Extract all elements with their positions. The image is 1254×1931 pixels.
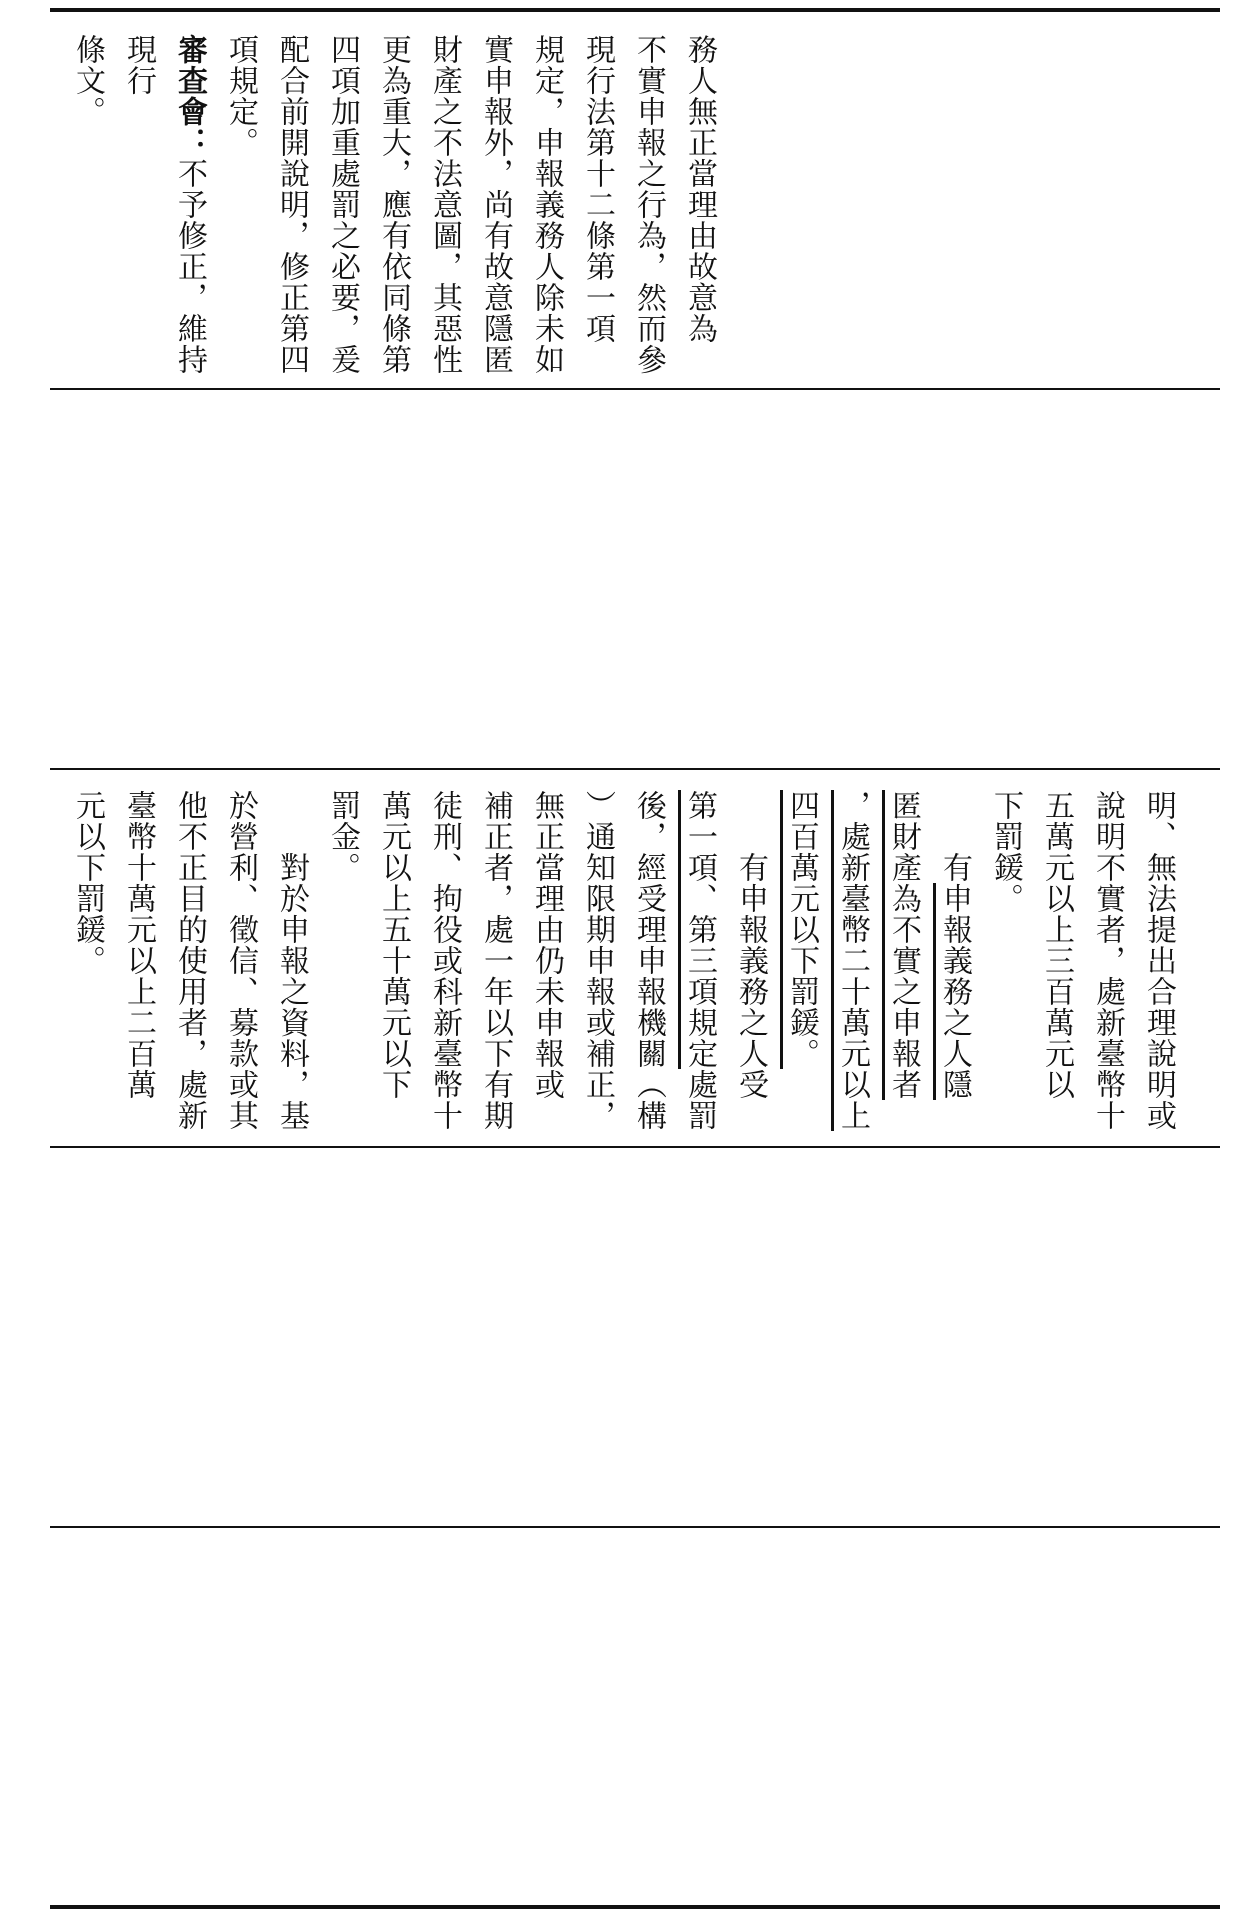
text-line: 萬元以上五十萬元以下 [376, 790, 411, 1100]
paragraph-text: 有申報義務之人受 [733, 852, 768, 1100]
text-line: 徒刑、拘役或科新臺幣十 [427, 790, 462, 1131]
text-line: 五萬元以上三百萬元以 [1039, 790, 1074, 1100]
text-line: 臺幣十萬元以上二百萬 [121, 790, 156, 1100]
text-line [266, 790, 317, 1142]
text-line: 配合前開說明，修正第四 [274, 34, 309, 375]
paragraph-lead: 有 [937, 852, 972, 883]
paragraph-text: 處罰 [682, 1069, 717, 1131]
text-line: 無正當理由仍未申報或 [529, 790, 564, 1100]
text-line: 後，經受理申報機關（構 [631, 790, 666, 1131]
text-line: 實申報外，尚有故意隱匿 [478, 34, 513, 375]
text-line: 務人無正當理由故意為 [682, 34, 717, 344]
row-divider-3 [50, 1146, 1220, 1148]
review-line [113, 34, 215, 384]
amended-line: 四百萬元以下罰鍰。 [784, 790, 819, 1069]
text-line [725, 790, 776, 1142]
amended-line: 匿財產為不實之申報者 [886, 790, 921, 1100]
text-line: 他不正目的使用者，處新 [172, 790, 207, 1131]
bottom-border [50, 1905, 1220, 1909]
text-line: 元以下罰鍰。 [70, 790, 105, 976]
text-line: 四項加重處罰之必要，爰 [325, 34, 360, 375]
text-line: 現行法第十二條第一項 [580, 34, 615, 344]
text-line: 補正者，處一年以下有期 [478, 790, 513, 1131]
review-text: 不予修正，維持現行 [121, 34, 207, 375]
explanation-cell [50, 12, 1220, 384]
amended-line: ，處新臺幣二十萬元以上 [835, 790, 870, 1131]
review-committee-label: 審查會： [172, 34, 207, 158]
row-divider-4 [50, 1526, 1220, 1528]
text-line: 罰金。 [325, 790, 360, 883]
row-divider-1 [50, 388, 1220, 390]
amended-line [929, 790, 980, 1142]
text-line: 項規定。 [223, 34, 258, 158]
text-line: 更為重大，應有依同條第 [376, 34, 411, 375]
text-line: 規定，申報義務人除未如 [529, 34, 564, 375]
text-line: ）通知限期申報或補正， [580, 790, 615, 1131]
amended-text: 第一項、第三項規定 [682, 790, 717, 1069]
explanation-text [50, 12, 725, 384]
text-line: 於營利、徵信、募款或其 [223, 790, 258, 1131]
article-text [50, 772, 1184, 1142]
text-line: 明、無法提出合理說明或 [1141, 790, 1176, 1131]
text-line: 說明不實者，處新臺幣十 [1090, 790, 1125, 1131]
review-continuation: 條文。 [70, 34, 105, 127]
article-text-cell [50, 772, 1220, 1142]
text-line: 不實申報之行為，然而參 [631, 34, 666, 375]
text-line [674, 790, 725, 1142]
text-line: 財產之不法意圖，其惡性 [427, 34, 462, 375]
text-line: 下罰鍰。 [988, 790, 1023, 914]
row-divider-2 [50, 768, 1220, 770]
amended-text: 申報義務之人隱 [937, 883, 972, 1100]
paragraph-text: 對於申報之資料，基 [274, 852, 309, 1131]
